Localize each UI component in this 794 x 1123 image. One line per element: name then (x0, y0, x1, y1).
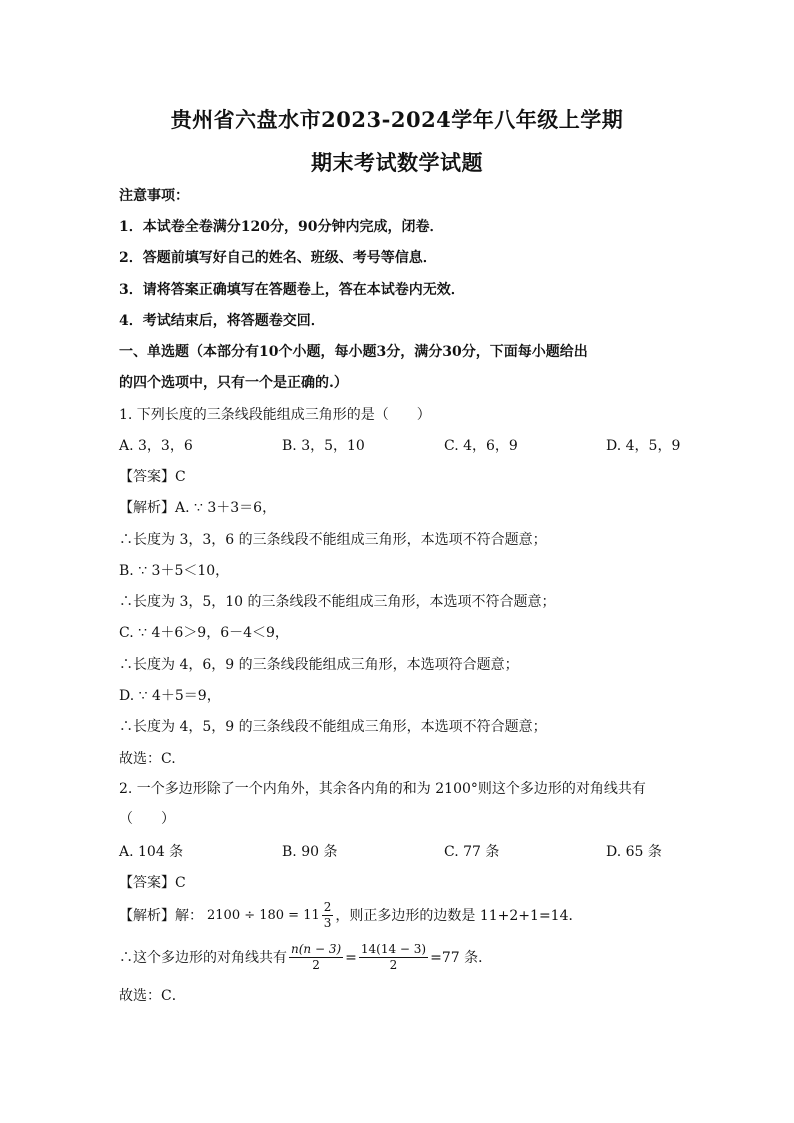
question-1-analysis-line: ∴长度为 4，6，9 的三条线段能组成三角形，本选项符合题意； (119, 657, 519, 673)
fraction-numerator: 2 (323, 900, 332, 914)
notice-heading: 注意事项： (119, 188, 189, 204)
question-2-option-d: D. 65 条 (606, 844, 662, 860)
title-line-1: 贵州省六盘水市2023-2024学年八年级上学期 (170, 107, 624, 132)
question-2-option-c: C. 77 条 (444, 844, 500, 860)
question-2-diagonal-formula (119, 942, 492, 973)
question-1-analysis-line: ∴长度为 4，5，9 的三条线段不能组成三角形，本选项不符合题意； (119, 719, 547, 735)
analysis-prefix: 【解析】解： (119, 907, 203, 924)
question-1-analysis-line: 故选：C. (119, 751, 176, 767)
question-1-analysis-line: D. ∵ 4＋5＝9， (119, 688, 221, 704)
calc-conclusion: ，则正多边形的边数是 11+2+1=14． (335, 907, 583, 924)
question-1-option-b: B. 3，5，10 (282, 438, 365, 454)
question-1-option-c: C. 4，6，9 (444, 438, 518, 454)
question-2-conclusion: 故选：C． (119, 988, 186, 1004)
diagonal-prefix: ∴这个多边形的对角线共有 (119, 949, 287, 966)
question-2-option-a: A. 104 条 (119, 844, 184, 860)
notice-item: 4．考试结束后，将答题卷交回． (119, 313, 325, 329)
question-2-answer: 【答案】C (119, 875, 186, 891)
question-2-stem: 2. 一个多边形除了一个内角外，其余各内角的和为 2100°则这个多边形的对角线共有 (119, 781, 646, 797)
fraction-numerator: 14(14 − 3) (360, 942, 427, 956)
question-1-analysis-line: C. ∵ 4＋6＞9，6－4＜9， (119, 625, 289, 641)
fraction-denominator: 3 (323, 916, 332, 930)
question-1-analysis-line: ∴长度为 3，5，10 的三条线段不能组成三角形，本选项不符合题意； (119, 594, 556, 610)
question-1-answer: 【答案】C (119, 469, 186, 485)
section-heading: 一、单选题（本部分有10个小题，每小题3分，满分30分，下面每小题给出 (119, 344, 588, 360)
diagonal-result: =77 条． (430, 949, 493, 966)
question-1-option-d: D. 4，5，9 (606, 438, 681, 454)
question-2-stem-cont: （ ） (119, 811, 175, 827)
question-1-option-a: A. 3，3，6 (119, 438, 193, 454)
notice-item: 3．请将答案正确填写在答题卷上，答在本试卷内无效． (119, 282, 465, 298)
question-1-stem: 1. 下列长度的三条线段能组成三角形的是（ ） (119, 407, 431, 423)
mixed-fraction (322, 900, 334, 931)
equals-sign: = (345, 949, 357, 966)
fraction-denominator: 2 (312, 958, 320, 972)
question-1-analysis-line: B. ∵ 3＋5＜10， (119, 563, 230, 579)
question-2-analysis-calc (119, 900, 583, 931)
notice-item: 2．答题前填写好自己的姓名、班级、考号等信息． (119, 250, 437, 266)
section-heading-cont: 的四个选项中，只有一个是正确的.） (119, 375, 348, 391)
notice-item: 1．本试卷全卷满分120分，90分钟内完成，闭卷． (119, 219, 444, 235)
value-fraction (359, 942, 428, 973)
title-line-2: 期末考试数学试题 (311, 150, 483, 175)
question-1-analysis-line: 【解析】A. ∵ 3＋3＝6， (119, 500, 277, 516)
calc-expression: 2100 ÷ 180 = 11 (207, 907, 320, 923)
fraction-numerator: n(n − 3) (291, 942, 342, 956)
question-1-analysis-line: ∴长度为 3，3，6 的三条线段不能组成三角形，本选项不符合题意； (119, 532, 547, 548)
formula-fraction (289, 942, 343, 973)
question-2-option-b: B. 90 条 (282, 844, 338, 860)
fraction-denominator: 2 (389, 958, 398, 972)
